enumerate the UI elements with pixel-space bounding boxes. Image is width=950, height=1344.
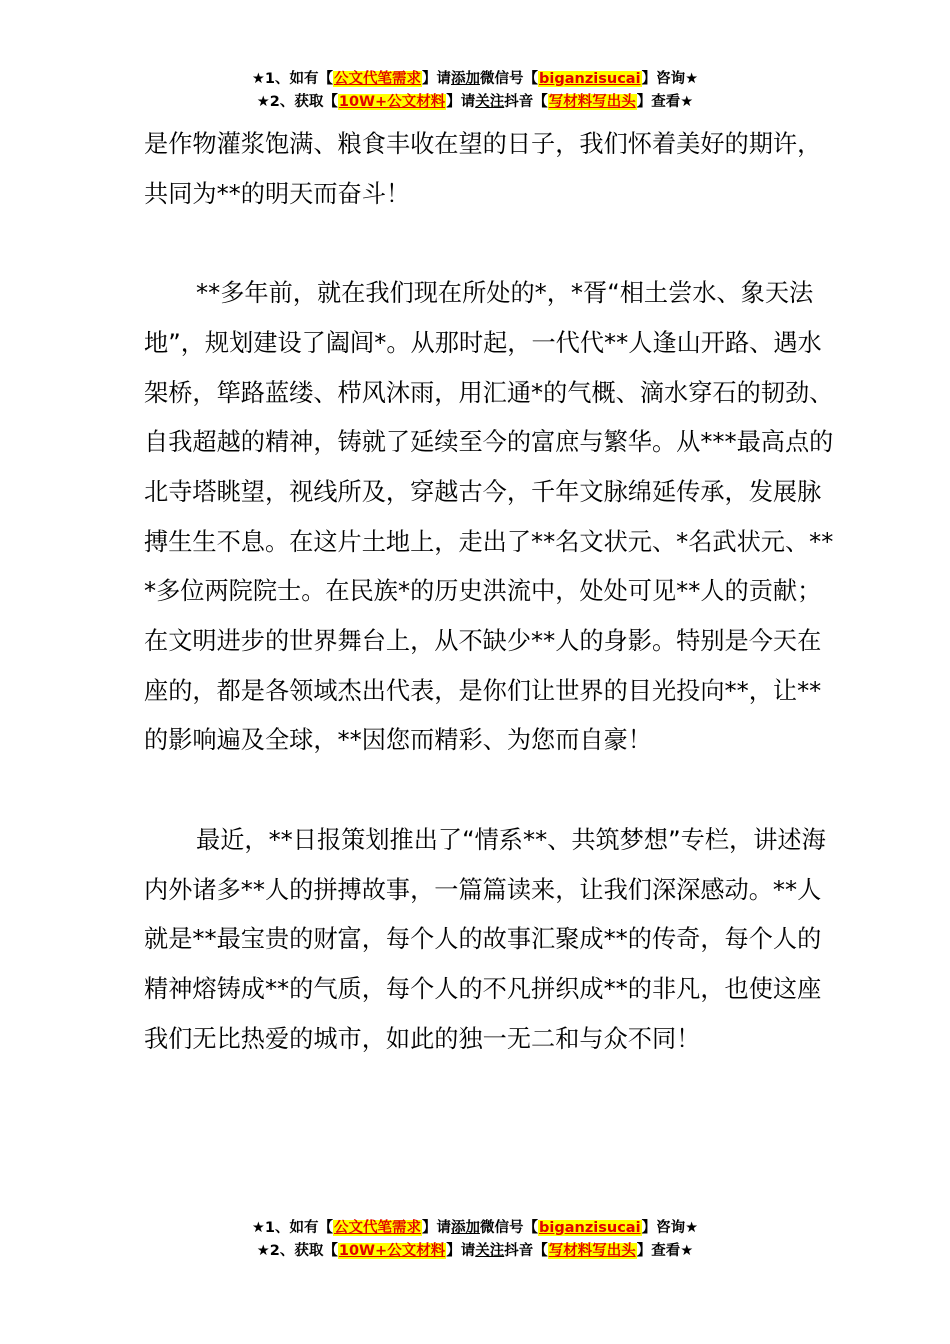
banner-emphasis: 关注	[475, 94, 505, 110]
banner-emphasis: 关注	[475, 1243, 505, 1259]
star-icon: ★	[256, 1243, 270, 1259]
banner-line-1	[0, 68, 950, 91]
banner-line-1	[0, 1217, 950, 1240]
banner-text: 】咨询	[641, 71, 686, 87]
banner-text: 抖音【	[504, 1243, 548, 1259]
highlight-service: 公文代笔需求	[334, 1220, 422, 1236]
highlight-douyin: 写材料写出头	[548, 1243, 636, 1259]
banner-text: 】请	[422, 1220, 452, 1236]
highlight-materials: 10W+公文材料	[338, 94, 446, 110]
banner-text: 微信号【	[480, 71, 539, 87]
header-banner	[0, 68, 950, 114]
highlight-douyin: 写材料写出头	[548, 94, 636, 110]
banner-text: 】咨询	[641, 1220, 686, 1236]
banner-text: 】查看	[636, 1243, 681, 1259]
star-icon: ★	[256, 94, 270, 110]
highlight-wechat-id: biganzisucai	[539, 1220, 641, 1236]
banner-emphasis: 添加	[451, 71, 481, 87]
banner-text: 2、获取【	[269, 1243, 338, 1259]
star-icon: ★	[680, 94, 694, 110]
highlight-materials: 10W+公文材料	[338, 1243, 446, 1259]
banner-line-2	[0, 1240, 950, 1263]
star-icon: ★	[685, 71, 699, 87]
banner-text: 】请	[446, 1243, 476, 1259]
document-body	[144, 120, 834, 1064]
banner-emphasis: 添加	[451, 1220, 481, 1236]
highlight-wechat-id: biganzisucai	[539, 71, 641, 87]
banner-text: 1、如有【	[264, 1220, 334, 1236]
star-icon: ★	[251, 71, 265, 87]
paragraph-spacer	[144, 219, 834, 269]
banner-line-2	[0, 91, 950, 114]
star-icon: ★	[251, 1220, 265, 1236]
paragraph-spacer	[144, 766, 834, 816]
highlight-service: 公文代笔需求	[334, 71, 422, 87]
banner-text: 1、如有【	[264, 71, 334, 87]
banner-text: 抖音【	[504, 94, 548, 110]
paragraph-2: **多年前，就在我们现在所处的*，*胥“相土尝水、象天法地”，规划建设了阖闾*。从那时起，一代代**人逢山开路、遇水架桥，筚路蓝缕、栉风沐雨，用汇通*的气概、滴水穿石的韧劲、自我超越的精神，铸就了延续至今的富庶与繁华。从***最高点的北寺塔眺望，视线所及，穿越古今，千年文脉绵延传承，发展脉搏生生不息。在这片土地上，走出了**名文状元、*名武状元、***多位两院院士。在民族*的历史洪流中，处处可见**人的贡献；在文明进步的世界舞台上，从不缺少**人的身影。特别是今天在座的，都是各领域杰出代表，是你们让世界的目光投向**，让**的影响遍及全球，**因您而精彩、为您而自豪！	[144, 279, 834, 755]
banner-text: 2、获取【	[269, 94, 338, 110]
star-icon: ★	[680, 1243, 694, 1259]
footer-banner	[0, 1217, 950, 1263]
paragraph-3: 最近，**日报策划推出了“情系**、共筑梦想”专栏，讲述海内外诸多**人的拼搏故事，一篇篇读来，让我们深深感动。**人就是**最宝贵的财富，每个人的故事汇聚成**的传奇，每个人的精神熔铸成**的气质，每个人的不凡拼织成**的非凡，也使这座我们无比热爱的城市，如此的独一无二和与众不同！	[144, 825, 826, 1053]
paragraph-1: 是作物灌浆饱满、粮食丰收在望的日子，我们怀着美好的期许，共同为**的明天而奋斗！	[144, 130, 822, 208]
banner-text: 】查看	[636, 94, 681, 110]
banner-text: 】请	[422, 71, 452, 87]
banner-text: 微信号【	[480, 1220, 539, 1236]
banner-text: 】请	[446, 94, 476, 110]
star-icon: ★	[685, 1220, 699, 1236]
